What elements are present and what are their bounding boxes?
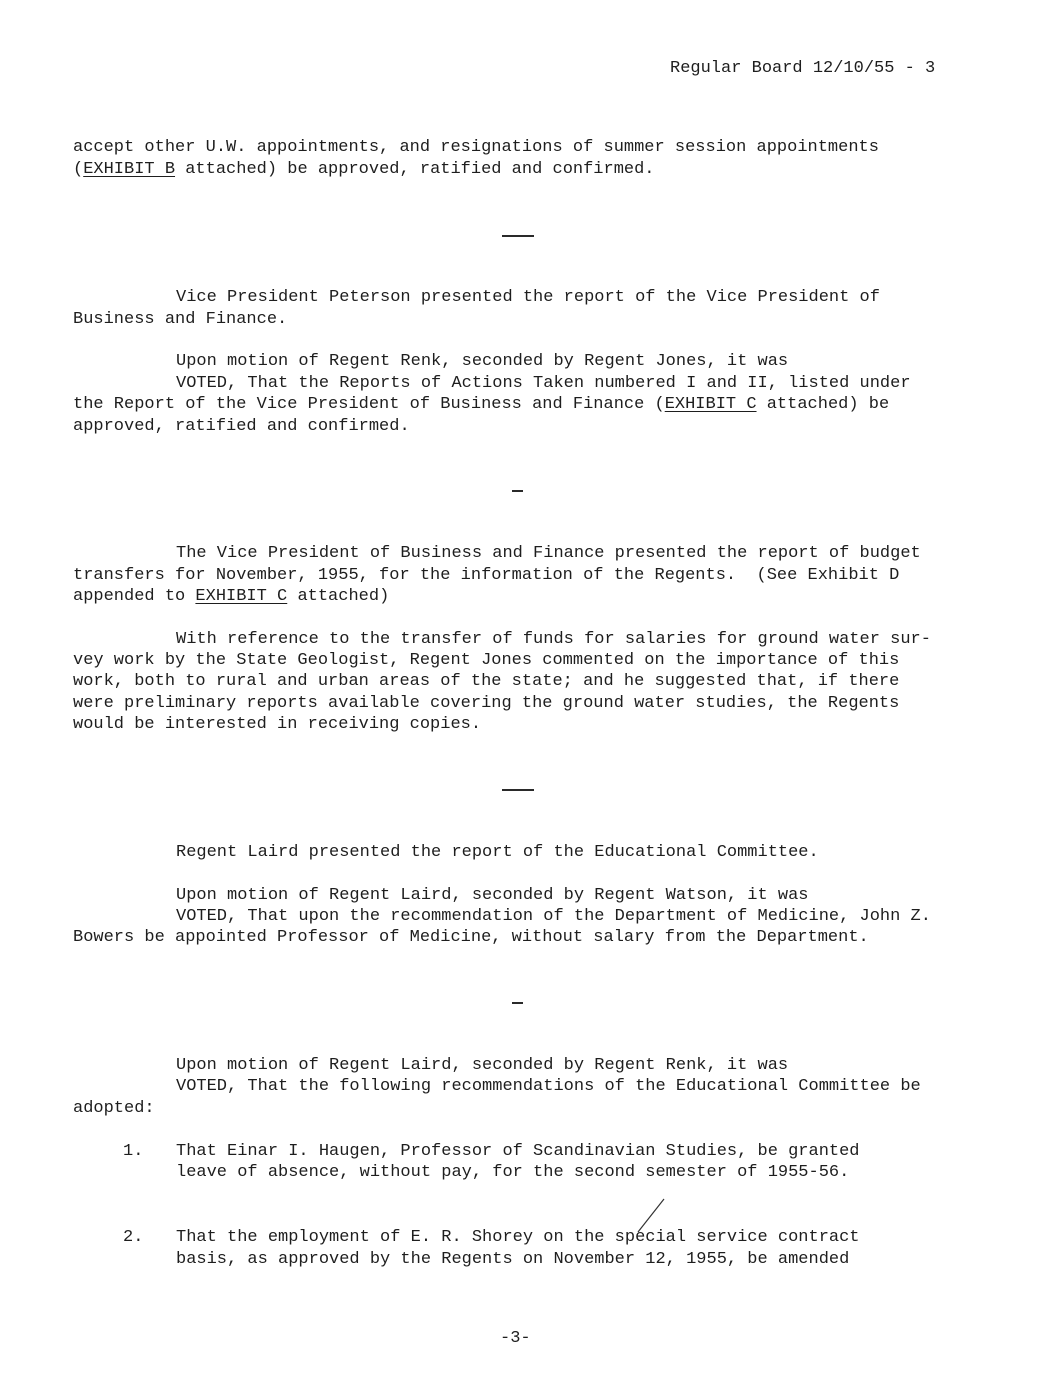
paragraph-line: (EXHIBIT B attached) be approved, ratified and confirmed.	[73, 160, 655, 179]
paragraph-line: Regent Laird presented the report of the Educational Committee.	[176, 843, 819, 862]
paragraph-line: vey work by the State Geologist, Regent Jones commented on the importance of this	[73, 651, 900, 670]
list-item-number: 2.	[123, 1228, 144, 1247]
paragraph-line: the Report of the Vice President of Business and Finance (EXHIBIT C attached) be	[73, 395, 890, 414]
paragraph-line: accept other U.W. appointments, and resignations of summer session appointments	[73, 138, 879, 157]
paragraph-line: Vice President Peterson presented the report of the Vice President of	[176, 288, 880, 307]
paragraph-line: Upon motion of Regent Renk, seconded by Regent Jones, it was	[176, 352, 789, 371]
list-item-line: That the employment of E. R. Shorey on the special service contract	[176, 1228, 860, 1247]
exhibit-reference: EXHIBIT C	[664, 395, 757, 414]
list-item-line: basis, as approved by the Regents on November 12, 1955, be amended	[176, 1250, 850, 1269]
paragraph-line: transfers for November, 1955, for the information of the Regents. (See Exhibit D	[73, 566, 900, 585]
paragraph-line: work, both to rural and urban areas of the state; and he suggested that, if there	[73, 672, 900, 691]
section-separator	[502, 235, 534, 237]
paragraph-line: Bowers be appointed Professor of Medicine, without salary from the Department.	[73, 928, 869, 947]
paragraph-line: The Vice President of Business and Finance presented the report of budget	[176, 544, 921, 563]
list-item-line: That Einar I. Haugen, Professor of Scandinavian Studies, be granted	[176, 1142, 860, 1161]
paragraph-line: adopted:	[73, 1099, 155, 1118]
section-separator	[512, 490, 523, 492]
paragraph-line: VOTED, That upon the recommendation of the Department of Medicine, John Z.	[176, 907, 931, 926]
list-item-line: leave of absence, without pay, for the second semester of 1955-56.	[176, 1163, 850, 1182]
list-item-number: 1.	[123, 1142, 144, 1161]
paragraph-line: With reference to the transfer of funds for salaries for ground water sur-	[176, 630, 931, 649]
paragraph-line: VOTED, That the Reports of Actions Taken numbered I and II, listed under	[176, 374, 911, 393]
handwritten-mark-icon	[630, 1196, 670, 1236]
paragraph-line: approved, ratified and confirmed.	[73, 417, 410, 436]
exhibit-reference: EXHIBIT B	[83, 160, 176, 179]
page-number: -3-	[500, 1329, 531, 1348]
paragraph-line: would be interested in receiving copies.	[73, 715, 482, 734]
paragraph-line: Upon motion of Regent Laird, seconded by Regent Watson, it was	[176, 886, 809, 905]
paragraph-line: Upon motion of Regent Laird, seconded by Regent Renk, it was	[176, 1056, 789, 1075]
paragraph-line: were preliminary reports available covering the ground water studies, the Regents	[73, 694, 900, 713]
section-separator	[512, 1002, 523, 1004]
paragraph-line: appended to EXHIBIT C attached)	[73, 587, 390, 606]
paragraph-line: Business and Finance.	[73, 310, 288, 329]
running-head: Regular Board 12/10/55 - 3	[670, 59, 936, 78]
exhibit-reference: EXHIBIT C	[195, 587, 288, 606]
paragraph-line: VOTED, That the following recommendations of the Educational Committee be	[176, 1077, 921, 1096]
section-separator	[502, 789, 534, 791]
